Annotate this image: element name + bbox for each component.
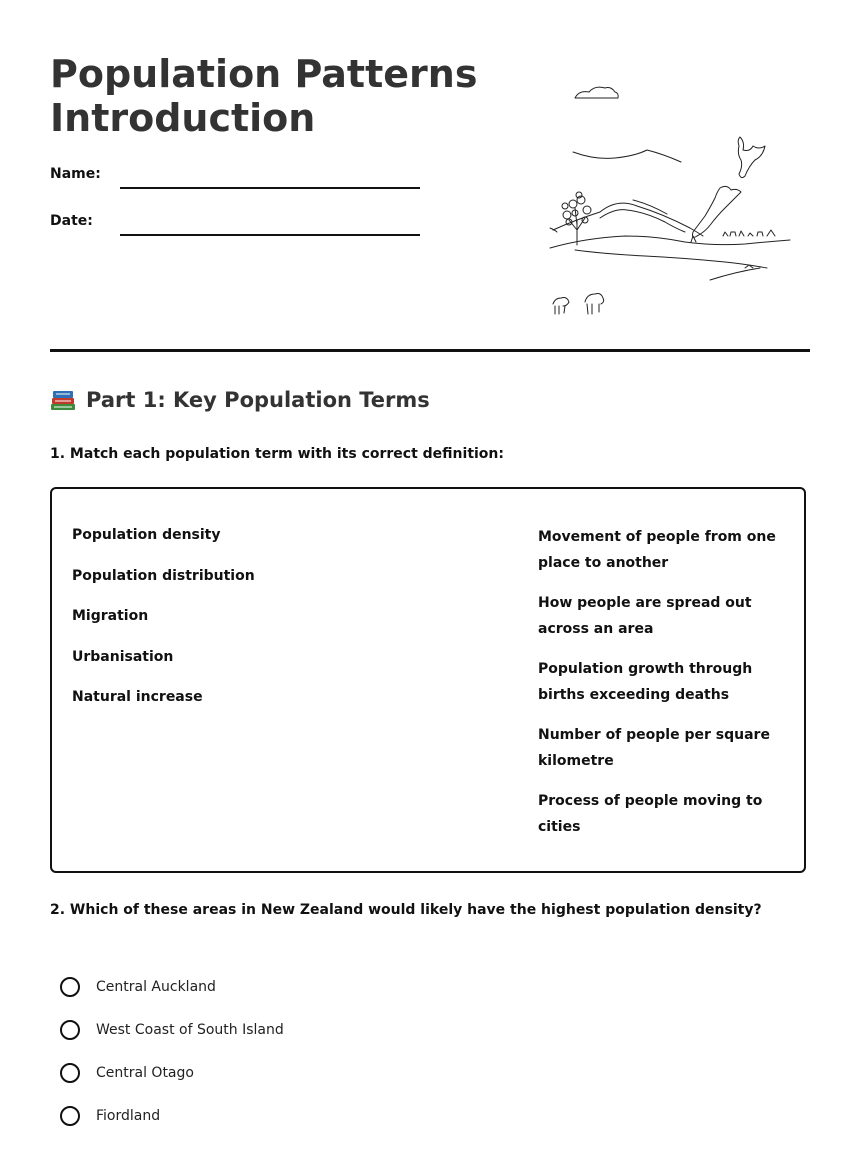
terms-column	[72, 525, 372, 728]
part-1-heading	[50, 388, 430, 412]
term-item[interactable]: Natural increase	[72, 689, 203, 705]
name-label: Name:	[50, 166, 101, 182]
definition-item[interactable]: Number of people per square kilometre	[538, 727, 770, 769]
definition-item[interactable]: Movement of people from one place to another	[538, 529, 776, 571]
option-label: Central Otago	[96, 1064, 194, 1081]
date-label: Date:	[50, 213, 93, 229]
option-central-auckland[interactable]	[60, 965, 284, 1008]
page-title	[50, 52, 520, 140]
term-item[interactable]: Population density	[72, 527, 221, 543]
term-item[interactable]: Migration	[72, 608, 149, 624]
term-item[interactable]: Urbanisation	[72, 648, 174, 665]
definition-item[interactable]: How people are spread out across an area	[538, 595, 752, 637]
matching-box	[50, 487, 806, 873]
option-fiordland[interactable]	[60, 1094, 284, 1137]
question-2-options	[60, 965, 284, 1137]
books-icon	[50, 388, 76, 412]
radio-button[interactable]	[60, 977, 80, 997]
definition-item[interactable]: Process of people moving to cities	[538, 793, 763, 835]
radio-button[interactable]	[60, 1063, 80, 1083]
part-1-title: Part 1: Key Population Terms	[86, 388, 430, 412]
radio-button[interactable]	[60, 1106, 80, 1126]
title-line-1: Population Patterns	[50, 52, 478, 96]
new-zealand-landscape-illustration	[545, 80, 795, 320]
radio-button[interactable]	[60, 1020, 80, 1040]
option-label: West Coast of South Island	[96, 1021, 284, 1038]
question-2: 2. Which of these areas in New Zealand would likely have the highest population density?	[50, 902, 762, 918]
option-west-coast[interactable]	[60, 1008, 284, 1051]
term-item[interactable]: Population distribution	[72, 567, 255, 584]
section-divider	[50, 349, 810, 352]
question-1: 1. Match each population term with its correct definition:	[50, 446, 504, 462]
definitions-column	[538, 525, 788, 855]
option-label: Central Auckland	[96, 978, 216, 995]
definition-item[interactable]: Population growth through births exceeding deaths	[538, 661, 753, 703]
option-central-otago[interactable]	[60, 1051, 284, 1094]
title-line-2: Introduction	[50, 96, 316, 140]
option-label: Fiordland	[96, 1107, 161, 1124]
date-field[interactable]	[120, 234, 420, 236]
name-field[interactable]	[120, 187, 420, 189]
